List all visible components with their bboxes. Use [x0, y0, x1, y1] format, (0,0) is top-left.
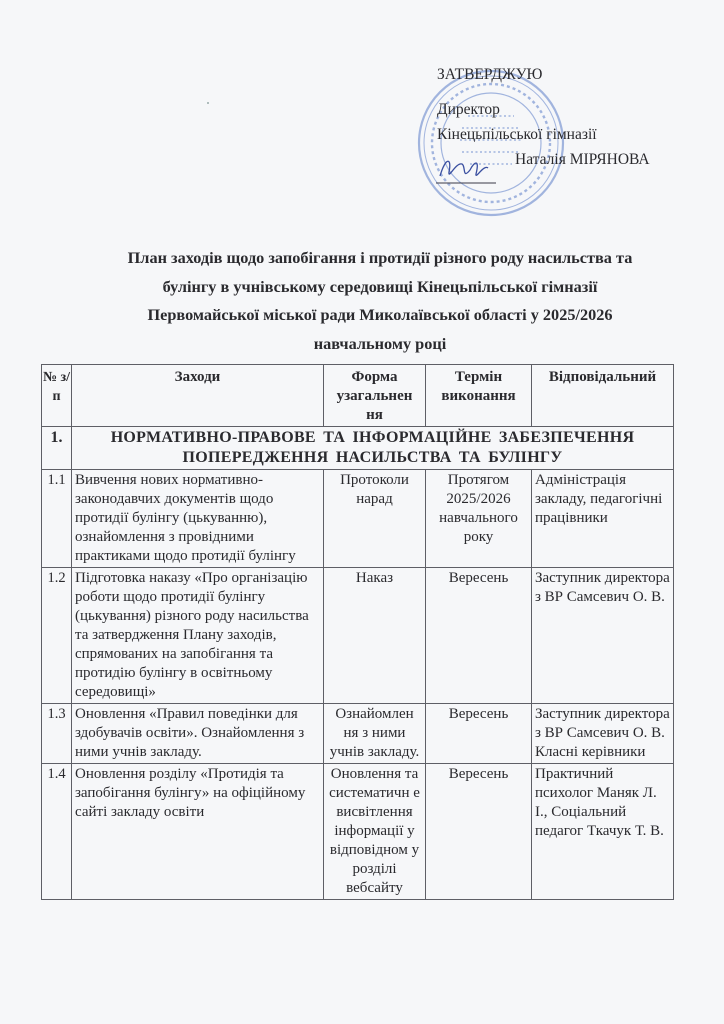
document-title: [60, 244, 700, 358]
header-term: Термін виконання: [426, 365, 532, 427]
section-row: [42, 427, 674, 470]
header-responsible: Відповідальний: [532, 365, 674, 427]
title-line: План заходів щодо запобігання і протидії різного роду насильства та: [127, 248, 633, 267]
scan-speck: [207, 102, 209, 104]
header-area: [0, 0, 724, 236]
section-title: НОРМАТИВНО-ПРАВОВЕ ТА ІНФОРМАЦІЙНЕ ЗАБЕЗПЕЧЕННЯ ПОПЕРЕДЖЕННЯ НАСИЛЬСТВА ТА БУЛІНГУ: [72, 427, 674, 470]
approval-heading: ЗАТВЕРДЖУЮ: [437, 66, 543, 83]
table-row: [42, 568, 674, 704]
row-responsible: Заступник директора з ВР Самсевич О. В.: [532, 568, 674, 704]
row-activity: Оновлення «Правил поведінки для здобувачів освіти». Ознайомлення з ними учнів закладу.: [72, 704, 324, 764]
row-num: 1.3: [42, 704, 72, 764]
approval-block: [437, 64, 650, 171]
row-term: Протягом 2025/2026 навчального року: [426, 470, 532, 568]
table-row: [42, 764, 674, 900]
row-form: Наказ: [324, 568, 426, 704]
row-term: Вересень: [426, 764, 532, 900]
row-activity: Оновлення розділу «Протидія та запобігання булінгу» на офіційному сайті закладу освіти: [72, 764, 324, 900]
table-header-row: [42, 365, 674, 427]
row-responsible: Практичний психолог Маняк Л. І., Соціальний педагог Ткачук Т. В.: [532, 764, 674, 900]
header-activities: Заходи: [72, 365, 324, 427]
row-form: Ознайомлен ня з ними учнів закладу.: [324, 704, 426, 764]
row-term: Вересень: [426, 704, 532, 764]
title-line: Первомайської міської ради Миколаївської області у 2025/2026: [147, 305, 613, 324]
row-num: 1.1: [42, 470, 72, 568]
header-form: Форма узагальнен ня: [324, 365, 426, 427]
approval-name: Наталія МІРЯНОВА: [515, 151, 650, 168]
approval-institution: Кінецьпільської гімназії: [437, 126, 597, 143]
row-activity: Підготовка наказу «Про організацію роботи щодо протидії булінгу (цькування) різного роду насильства та затвердження Плану заходів, спрямованих на запобігання та протидію булінгу в освітньому середовищі»: [72, 568, 324, 704]
section-num: 1.: [42, 427, 72, 470]
title-line: навчальному році: [313, 333, 447, 353]
table-row: [42, 704, 674, 764]
row-activity: Вивчення нових нормативно-законодавчих документів щодо протидії булінгу (цькуванню), ознайомлення з провідними практиками щодо протидії булінгу: [72, 470, 324, 568]
row-responsible: Заступник директора з ВР Самсевич О. В. Класні керівники: [532, 704, 674, 764]
plan-table: [41, 364, 674, 900]
row-num: 1.4: [42, 764, 72, 900]
row-form: Оновлення та систематичн е висвітлення інформації у відповідном у розділі вебсайту: [324, 764, 426, 900]
row-term: Вересень: [426, 568, 532, 704]
row-num: 1.2: [42, 568, 72, 704]
title-line: булінгу в учнівському середовищі Кінецьпільської гімназії: [162, 276, 598, 296]
row-form: Протоколи нарад: [324, 470, 426, 568]
row-responsible: Адміністрація закладу, педагогічні працівники: [532, 470, 674, 568]
header-num: № з/п: [42, 365, 72, 427]
approval-position: Директор: [437, 101, 500, 118]
table-row: [42, 470, 674, 568]
